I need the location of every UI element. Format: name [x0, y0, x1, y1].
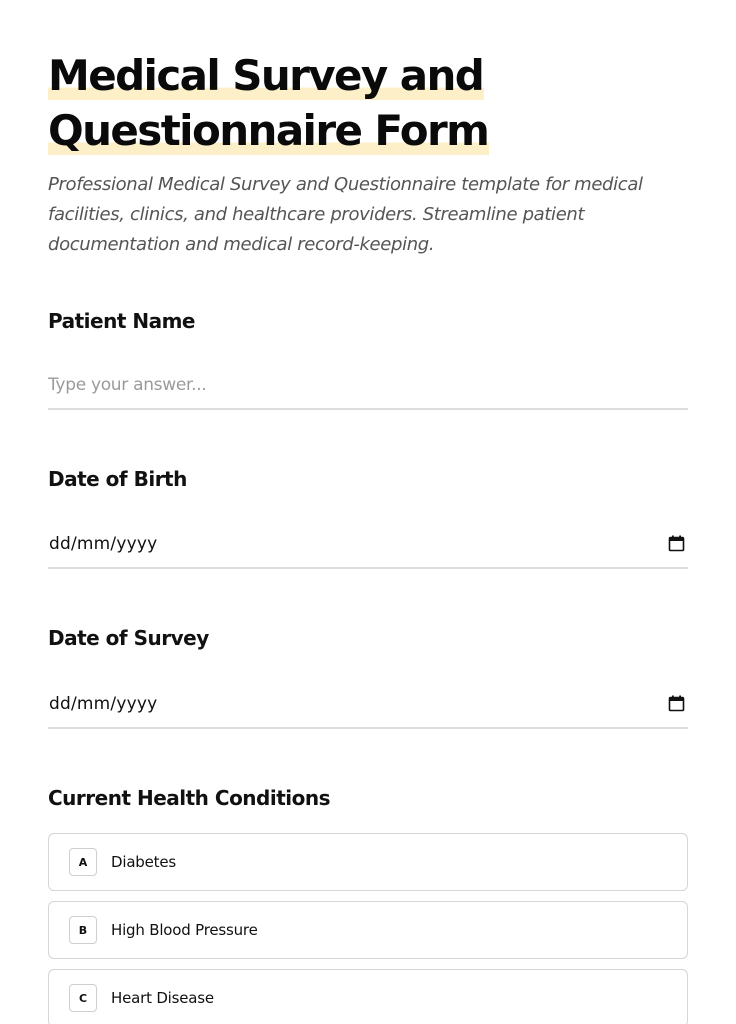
calendar-icon[interactable] — [668, 695, 685, 712]
option-key-badge: C — [69, 984, 97, 1012]
health-conditions-label: Current Health Conditions — [48, 786, 331, 810]
date-of-survey-label: Date of Survey — [48, 626, 209, 650]
form-title-line-2: Questionnaire Form — [48, 106, 489, 155]
option-high-blood-pressure[interactable] — [48, 901, 688, 959]
option-label: High Blood Pressure — [111, 921, 258, 939]
option-diabetes[interactable] — [48, 833, 688, 891]
option-label: Diabetes — [111, 853, 176, 871]
date-of-birth-format: dd/mm/yyyy — [49, 533, 158, 554]
form-title-line-1: Medical Survey and — [48, 51, 484, 100]
patient-name-placeholder: Type your answer... — [48, 375, 207, 395]
form-description: Professional Medical Survey and Questionnaire template for medical facilities, clinics, and healthcare providers. Streamline patient documentation and medical record-keeping. — [48, 174, 643, 255]
form-title — [48, 48, 688, 158]
patient-name-input[interactable] — [48, 362, 688, 410]
option-heart-disease[interactable] — [48, 969, 688, 1024]
date-of-birth-input[interactable] — [48, 520, 688, 569]
option-label: Heart Disease — [111, 989, 214, 1007]
patient-name-label: Patient Name — [48, 309, 195, 333]
date-of-birth-label: Date of Birth — [48, 467, 187, 491]
calendar-icon[interactable] — [668, 535, 685, 552]
date-of-survey-input[interactable] — [48, 680, 688, 729]
date-of-survey-format: dd/mm/yyyy — [49, 693, 158, 714]
option-key-badge: A — [69, 848, 97, 876]
option-key-badge: B — [69, 916, 97, 944]
